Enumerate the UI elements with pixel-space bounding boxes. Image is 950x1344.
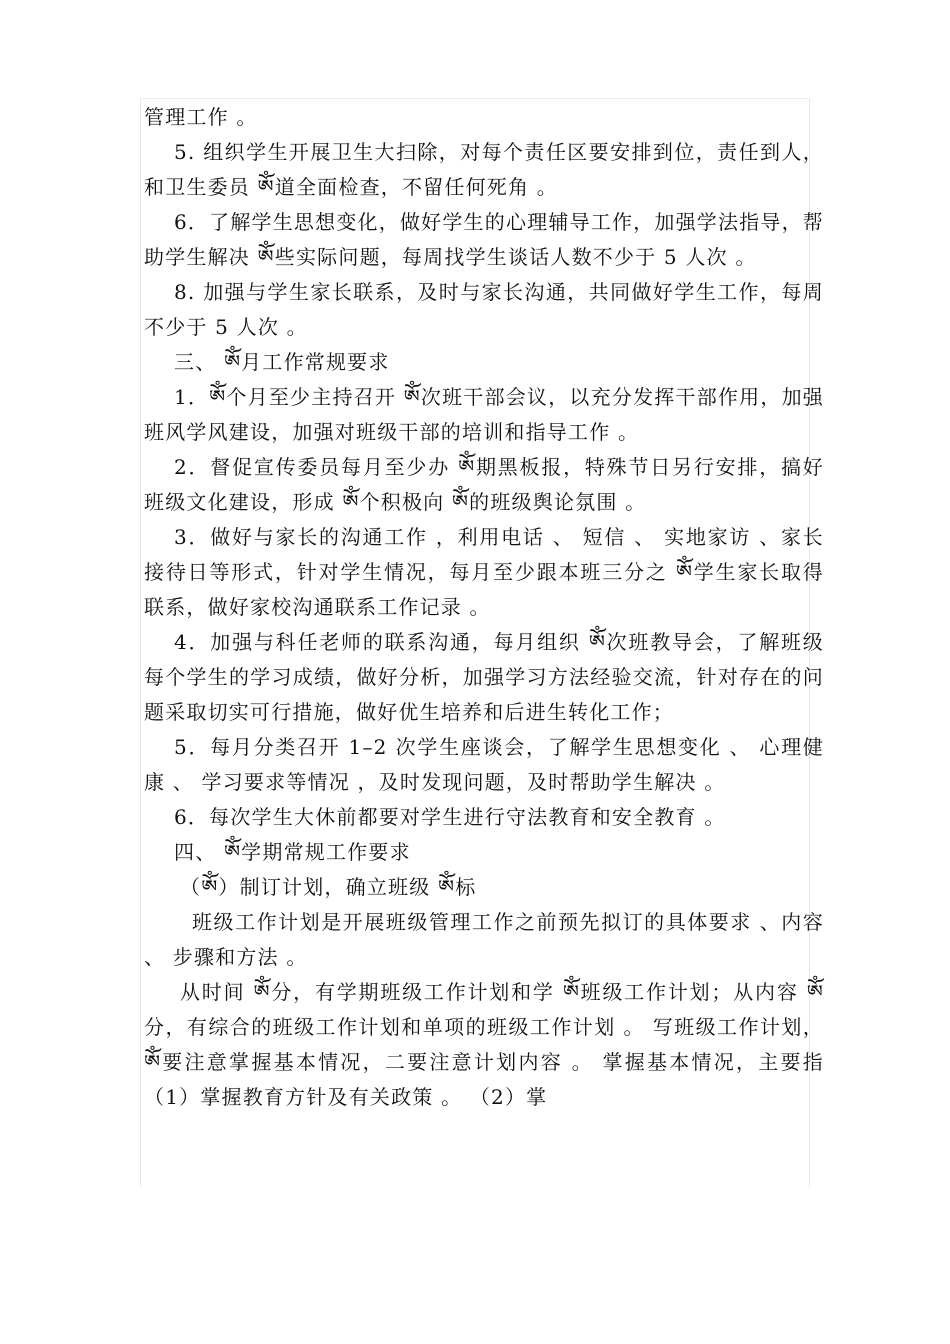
paragraph: 4．加强与科任老师的联系沟通，每月组织 ༀ次班教导会，了解班级每个学生的学习成绩，做好分析，加强学习方法经验交流，针对存在的问题采取切实可行措施，做好优生培养和后进生转化工作； — [144, 630, 824, 724]
paragraph: 5．每月分类召开 1–2 次学生座谈会，了解学生思想变化 、 心理健康 、 学习要求等情况 ，及时发现问题，及时帮助学生解决 。 — [144, 735, 824, 794]
section-heading: 三、 ༀ月工作常规要求 — [174, 350, 390, 374]
paragraph: 2．督促宣传委员每月至少办 ༀ期黑板报，特殊节日另行安排，搞好班级文化建设，形成 ༀ个积极向 ༀ的班级舆论氛围 。 — [144, 455, 824, 514]
paragraph: 从时间 ༀ分，有学期班级工作计划和学 ༀ班级工作计划；从内容 ༀ分，有综合的班级工作计划和单项的班级工作计划 。 写班级工作计划，ༀ要注意掌握基本情况，二要注意计划内容 。 掌握基本情况，主要指（1）掌握教育方针及有关政策 。 （2）掌 — [144, 980, 824, 1109]
paragraph: 3．做好与家长的沟通工作 ，利用电话 、 短信 、 实地家访 、家长接待日等形式，针对学生情况，每月至少跟本班三分之 ༀ学生家长取得联系，做好家校沟通联系工作记录 。 — [144, 525, 824, 619]
paragraph: 管理工作 。 — [144, 105, 258, 129]
document-body — [144, 100, 824, 1115]
section-heading: 四、 ༀ学期常规工作要求 — [174, 840, 411, 864]
paragraph: 5. 组织学生开展卫生大扫除，对每个责任区要安排到位，责任到人，和卫生委员 ༀ道全面检查，不留任何死角 。 — [144, 140, 824, 199]
paragraph: 班级工作计划是开展班级管理工作之前预先拟订的具体要求 、内容 、 步骤和方法 。 — [144, 910, 824, 969]
paragraph: 1．ༀ个月至少主持召开 ༀ次班干部会议，以充分发挥干部作用，加强班风学风建设，加强对班级干部的培训和指导工作 。 — [144, 385, 824, 444]
subsection-heading: （ༀ）制订计划，确立班级 ༀ标 — [180, 875, 477, 899]
paragraph: 6．每次学生大休前都要对学生进行守法教育和安全教育 。 — [174, 805, 726, 829]
paragraph: 8. 加强与学生家长联系，及时与家长沟通，共同做好学生工作，每周不少于 5 人次 。 — [144, 280, 824, 339]
paragraph: 6．了解学生思想变化，做好学生的心理辅导工作，加强学法指导，帮助学生解决 ༀ些实际问题，每周找学生谈话人数不少于 5 人次 。 — [144, 210, 824, 269]
